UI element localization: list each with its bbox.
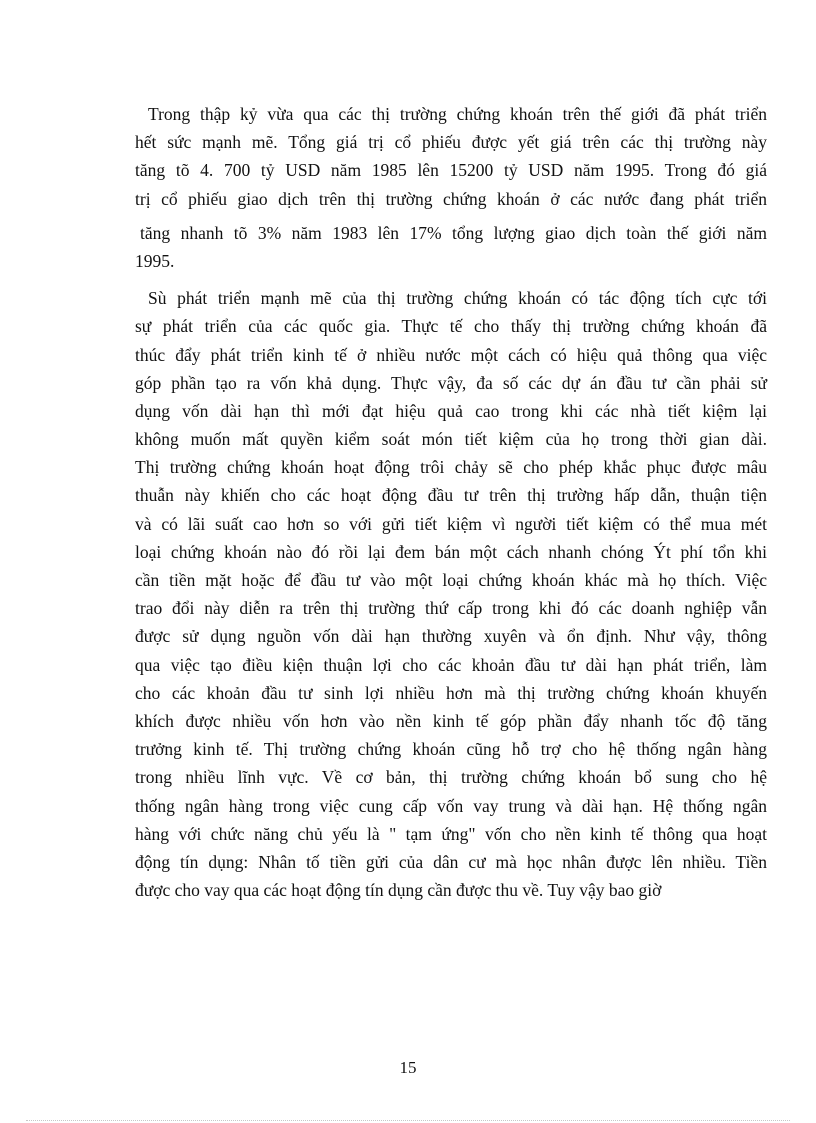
page-number: 15 — [399, 1058, 417, 1077]
text-line: thúc đẩy phát triển kinh tế ở nhiều nước một cách có hiệu quả thông qua việc — [135, 344, 767, 365]
text-line: dụng vốn dài hạn thì mới đạt hiệu quả cao trong khi các nhà tiết kiệm lại — [135, 400, 767, 421]
text-line: sự phát triển của các quốc gia. Thực tế cho thấy thị trường chứng khoán đã — [135, 316, 767, 337]
text-line: động tín dụng: Nhân tố tiền gửi của dân cư mà học nhân được lên nhiều. Tiền — [135, 851, 767, 872]
text-line: hàng với chức năng chủ yếu là " tạm ứng" vốn cho nền kinh tế thông qua hoạt — [135, 823, 767, 844]
text-line: tăng nhanh tõ 3% năm 1983 lên 17% tổng lượng giao dịch toàn thế giới năm — [140, 222, 767, 243]
text-line: góp phần tạo ra vốn khả dụng. Thực vậy, đa số các dự án đầu tư cần phải sử — [135, 372, 767, 393]
text-line: Thị trường chứng khoán hoạt động trôi chảy sẽ cho phép khắc phục được mâu — [135, 457, 767, 478]
text-line: tăng tõ 4. 700 tỷ USD năm 1985 lên 15200 tỷ USD năm 1995. Trong đó giá — [135, 160, 767, 181]
footer-divider — [26, 1120, 790, 1121]
text-line: cho các khoản đầu tư sinh lợi nhiều hơn mà thị trường chứng khoán khuyến — [135, 682, 767, 703]
paragraph-gap — [135, 275, 767, 284]
text-line: được cho vay qua các hoạt động tín dụng cần được thu về. Tuy vậy bao giờ — [135, 880, 662, 901]
text-line: không muốn mất quyền kiểm soát món tiết kiệm của họ trong thời gian dài. — [135, 429, 767, 450]
text-line: cần tiền mặt hoặc để đầu tư vào một loại chứng khoán khác mà họ thích. Việc — [135, 570, 767, 590]
text-line: hết sức mạnh mẽ. Tổng giá trị cổ phiếu được yết giá trên các thị trường này — [135, 132, 767, 153]
text-line: loại chứng khoán nào đó rồi lại đem bán một cách nhanh chóng Ýt phí tổn khi — [135, 541, 767, 562]
text-line: được sử dụng nguồn vốn dài hạn thường xuyên và ổn định. Như vậy, thông — [135, 626, 767, 647]
text-line: trao đổi này diễn ra trên thị trường thứ cấp trong khi đó các doanh nghiệp vẫn — [135, 598, 767, 619]
text-line: trị cổ phiếu giao dịch trên thị trường chứng khoán ở các nước đang phát triển — [135, 188, 767, 209]
text-line: Trong thập kỷ vừa qua các thị trường chứng khoán trên thế giới đã phát triển — [148, 104, 767, 124]
text-line: thống ngân hàng trong việc cung cấp vốn vay trung và dài hạn. Hệ thống ngân — [135, 795, 767, 816]
text-line: qua việc tạo điều kiện thuận lợi cho các khoản đầu tư dài hạn phát triển, làm — [135, 654, 767, 675]
text-line: và có lãi suất cao hơn so với gửi tiết kiệm vì người tiết kiệm có thể mua mét — [135, 513, 767, 534]
paragraph-1 — [135, 100, 767, 275]
text-line: Sù phát triển mạnh mẽ của thị trường chứng khoán có tác động tích cực tới — [148, 288, 767, 309]
text-line: 1995. — [135, 250, 175, 271]
text-line: trưởng kinh tế. Thị trường chứng khoán cũng hỗ trợ cho hệ thống ngân hàng — [135, 739, 767, 760]
text-line: thuẫn này khiến cho các hoạt động đầu tư trên thị trường hấp dẫn, thuận tiện — [135, 485, 767, 506]
paragraph-2 — [135, 284, 767, 904]
text-line: khích được nhiều vốn hơn vào nền kinh tế góp phần đẩy nhanh tốc độ tăng — [135, 710, 767, 731]
body-text — [135, 100, 767, 904]
text-line: trong nhiều lĩnh vực. Về cơ bản, thị trường chứng khoán bổ sung cho hệ — [135, 767, 767, 788]
